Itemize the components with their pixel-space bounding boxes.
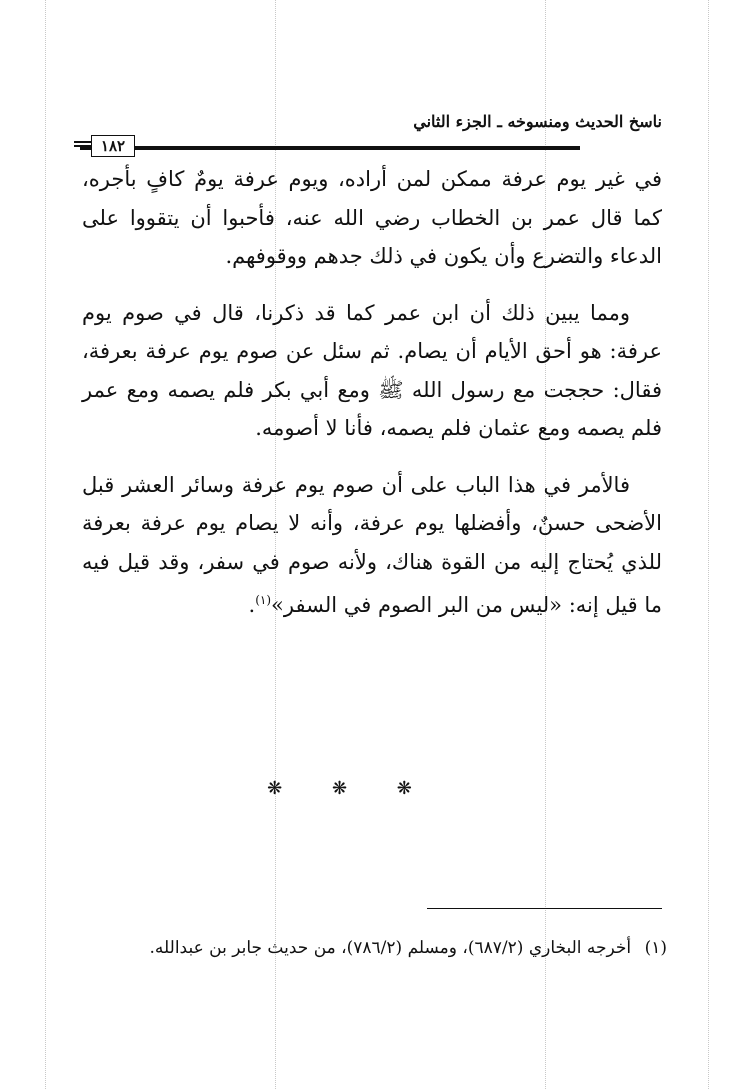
paragraph: ومما يبين ذلك أن ابن عمر كما قد ذكرنا، قال في صوم يوم عرفة: هو أحق الأيام أن يصام. ثم سئل عن صوم يوم عرفة بعرفة، فقال: حججت مع رسول الله ﷺ ومع أبي بكر فلم يصمه ومع عمر فلم يصمه ومع عثمان فلم يصمه، فأنا لا أصومه. (82, 300, 662, 440)
footnote-reference[interactable]: (١) (255, 593, 272, 607)
header-rule (80, 146, 580, 150)
page-header (80, 108, 662, 154)
footnote-rule (427, 908, 662, 909)
page-number: ١٨٢ (91, 135, 135, 157)
footnote-text: أخرجه البخاري (٦٨٧/٢)، ومسلم (٧٨٦/٢)، من حديث جابر بن عبدالله. (149, 938, 632, 958)
paragraph-text: فالأمر في هذا الباب على أن صوم يوم عرفة وسائر العشر قبل الأضحى حسنٌ، وأفضلها يوم عرفة، وأنه لا يصام يوم عرفة بعرفة للذي يُحتاج إليه من القوة هناك، ولأنه صوم في سفر، وقد قيل فيه ما قيل إنه: «ليس من البر الصوم في السفر» (82, 472, 662, 617)
scan-guide-line (708, 0, 709, 1089)
scan-guide-line (45, 0, 46, 1089)
paragraph: في غير يوم عرفة ممكن لمن أراده، ويوم عرفة يومٌ كافٍ بأجره، كما قال عمر بن الخطاب رضي الله عنه، فأحبوا أن يتقووا على الدعاء والتضرع وأن يكون في ذلك جدهم ووقوفهم. (82, 167, 662, 268)
paragraph-end: . (248, 593, 256, 617)
running-title: ناسخ الحديث ومنسوخه ـ الجزء الثاني (413, 112, 662, 131)
main-text (82, 160, 662, 643)
section-separator: ❋ ❋ ❋ (267, 778, 434, 799)
footnotes (82, 934, 667, 962)
paragraph (82, 466, 662, 625)
footnote (82, 934, 667, 962)
footnote-number: (١) (644, 938, 667, 958)
page-number-ornament (74, 141, 92, 143)
page-number-ornament (74, 145, 92, 147)
